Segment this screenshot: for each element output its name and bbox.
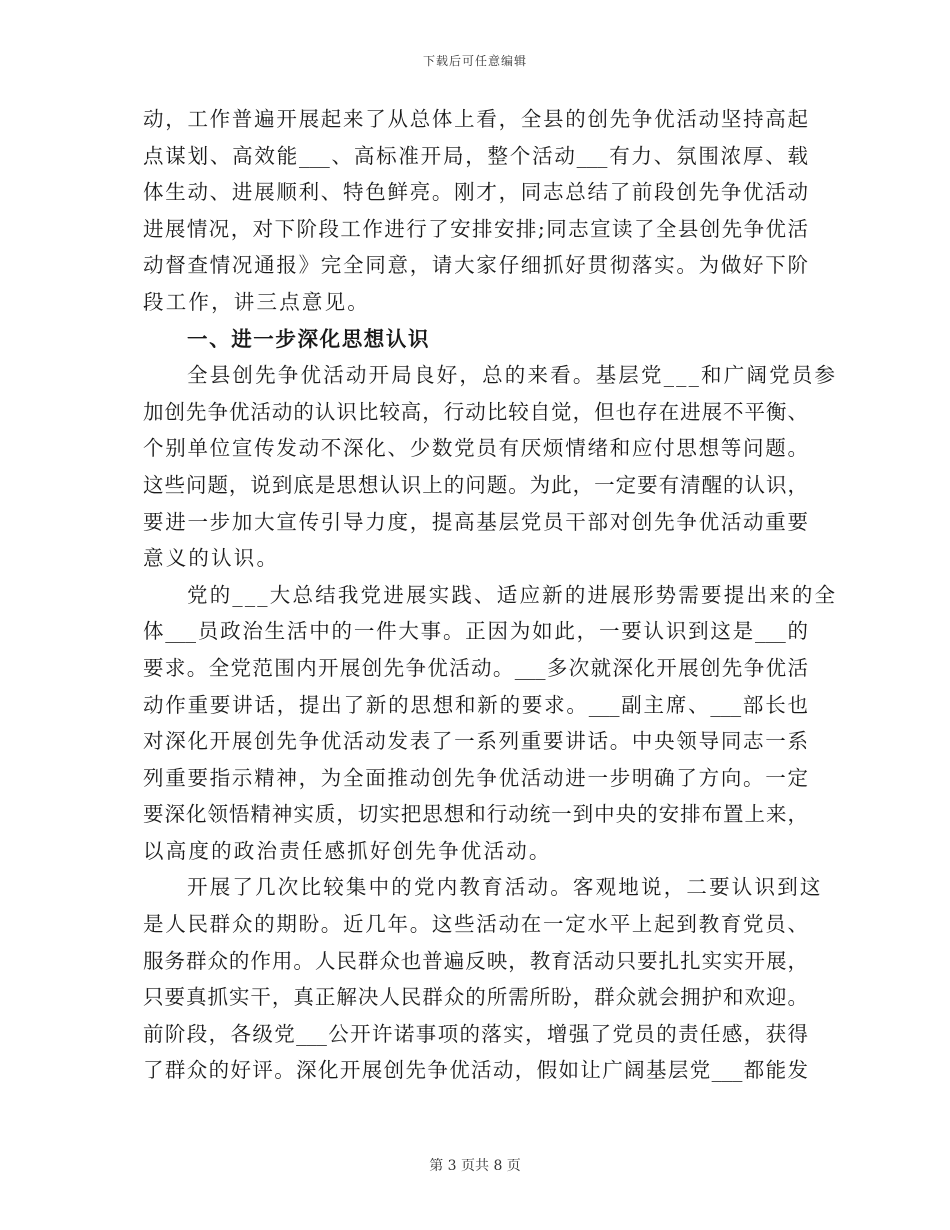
body-text-line: 个别单位宣传发动不深化、少数党员有厌烦情绪和应付思想等问题。 — [143, 436, 808, 461]
body-text-line: 动督查情况通报》完全同意，请大家仔细抓好贯彻落实。为做好下阶 — [143, 253, 808, 278]
page-header: 下载后可任意编辑 — [422, 54, 527, 68]
body-text-line: 前阶段，各级党___公开许诺事项的落实，增强了党员的责任感，获得 — [143, 1021, 808, 1046]
section-heading: 一、进一步深化思想认识 — [187, 326, 431, 351]
paragraph-first-line: 全县创先争优活动开局良好，总的来看。基层党___和广阔党员参 — [187, 363, 838, 388]
body-text-line: 只要真抓实干，真正解决人民群众的所需所盼，群众就会拥护和欢迎。 — [143, 985, 808, 1010]
body-text-line: 体___员政治生活中的一件大事。正因为如此，一要认识到这是___的 — [143, 619, 808, 644]
body-text-line: 体生动、进展顺利、特色鲜亮。刚才，同志总结了前段创先争优活动 — [143, 180, 808, 205]
document-body — [143, 101, 838, 1089]
body-text-line: 列重要指示精神，为全面推动创先争优活动进一步明确了方向。一定 — [143, 765, 808, 790]
body-text-line: 服务群众的作用。人民群众也普遍反映，教育活动只要扎扎实实开展， — [143, 948, 808, 973]
body-text-line: 动作重要讲话，提出了新的思想和新的要求。___副主席、___部长也 — [143, 692, 808, 717]
body-text-line: 进展情况，对下阶段工作进行了安排安排;同志宣读了全县创先争优活 — [143, 216, 808, 241]
body-text-line: 对深化开展创先争优活动发表了一系列重要讲话。中央领导同志一系 — [143, 729, 808, 754]
body-text-line: 以高度的政治责任感抓好创先争优活动。 — [143, 838, 552, 863]
paragraph-first-line: 开展了几次比较集中的党内教育活动。客观地说，二要认识到这 — [187, 875, 823, 900]
body-text-line: 段工作，讲三点意见。 — [143, 289, 370, 314]
body-text-line: 意义的认识。 — [143, 546, 280, 571]
page-number: 第 3 页共 8 页 — [429, 1158, 521, 1174]
body-text-line: 要深化领悟精神实质，切实把思想和行动统一到中央的安排布置上来， — [143, 802, 808, 827]
body-text-line: 这些问题，说到底是思想认识上的问题。为此，一定要有清醒的认识， — [143, 472, 808, 497]
paragraph-first-line: 党的___大总结我党进展实践、适应新的进展形势需要提出来的全 — [187, 582, 838, 607]
body-text-line: 要进一步加大宣传引导力度，提高基层党员干部对创先争优活动重要 — [143, 509, 808, 534]
body-text-line: 加创先争优活动的认识比较高，行动比较自觉，但也存在进展不平衡、 — [143, 399, 808, 424]
body-text-line: 点谋划、高效能___、高标准开局，整个活动___有力、氛围浓厚、载 — [143, 143, 808, 168]
body-text-line: 要求。全党范围内开展创先争优活动。___多次就深化开展创先争优活 — [143, 655, 808, 680]
body-text-line: 动，工作普遍开展起来了从总体上看，全县的创先争优活动坚持高起 — [143, 107, 808, 131]
body-text-line: 了群众的好评。深化开展创先争优活动，假如让广阔基层党___都能发 — [143, 1058, 808, 1083]
body-text-line: 是人民群众的期盼。近几年。这些活动在一定水平上起到教育党员、 — [143, 912, 808, 937]
